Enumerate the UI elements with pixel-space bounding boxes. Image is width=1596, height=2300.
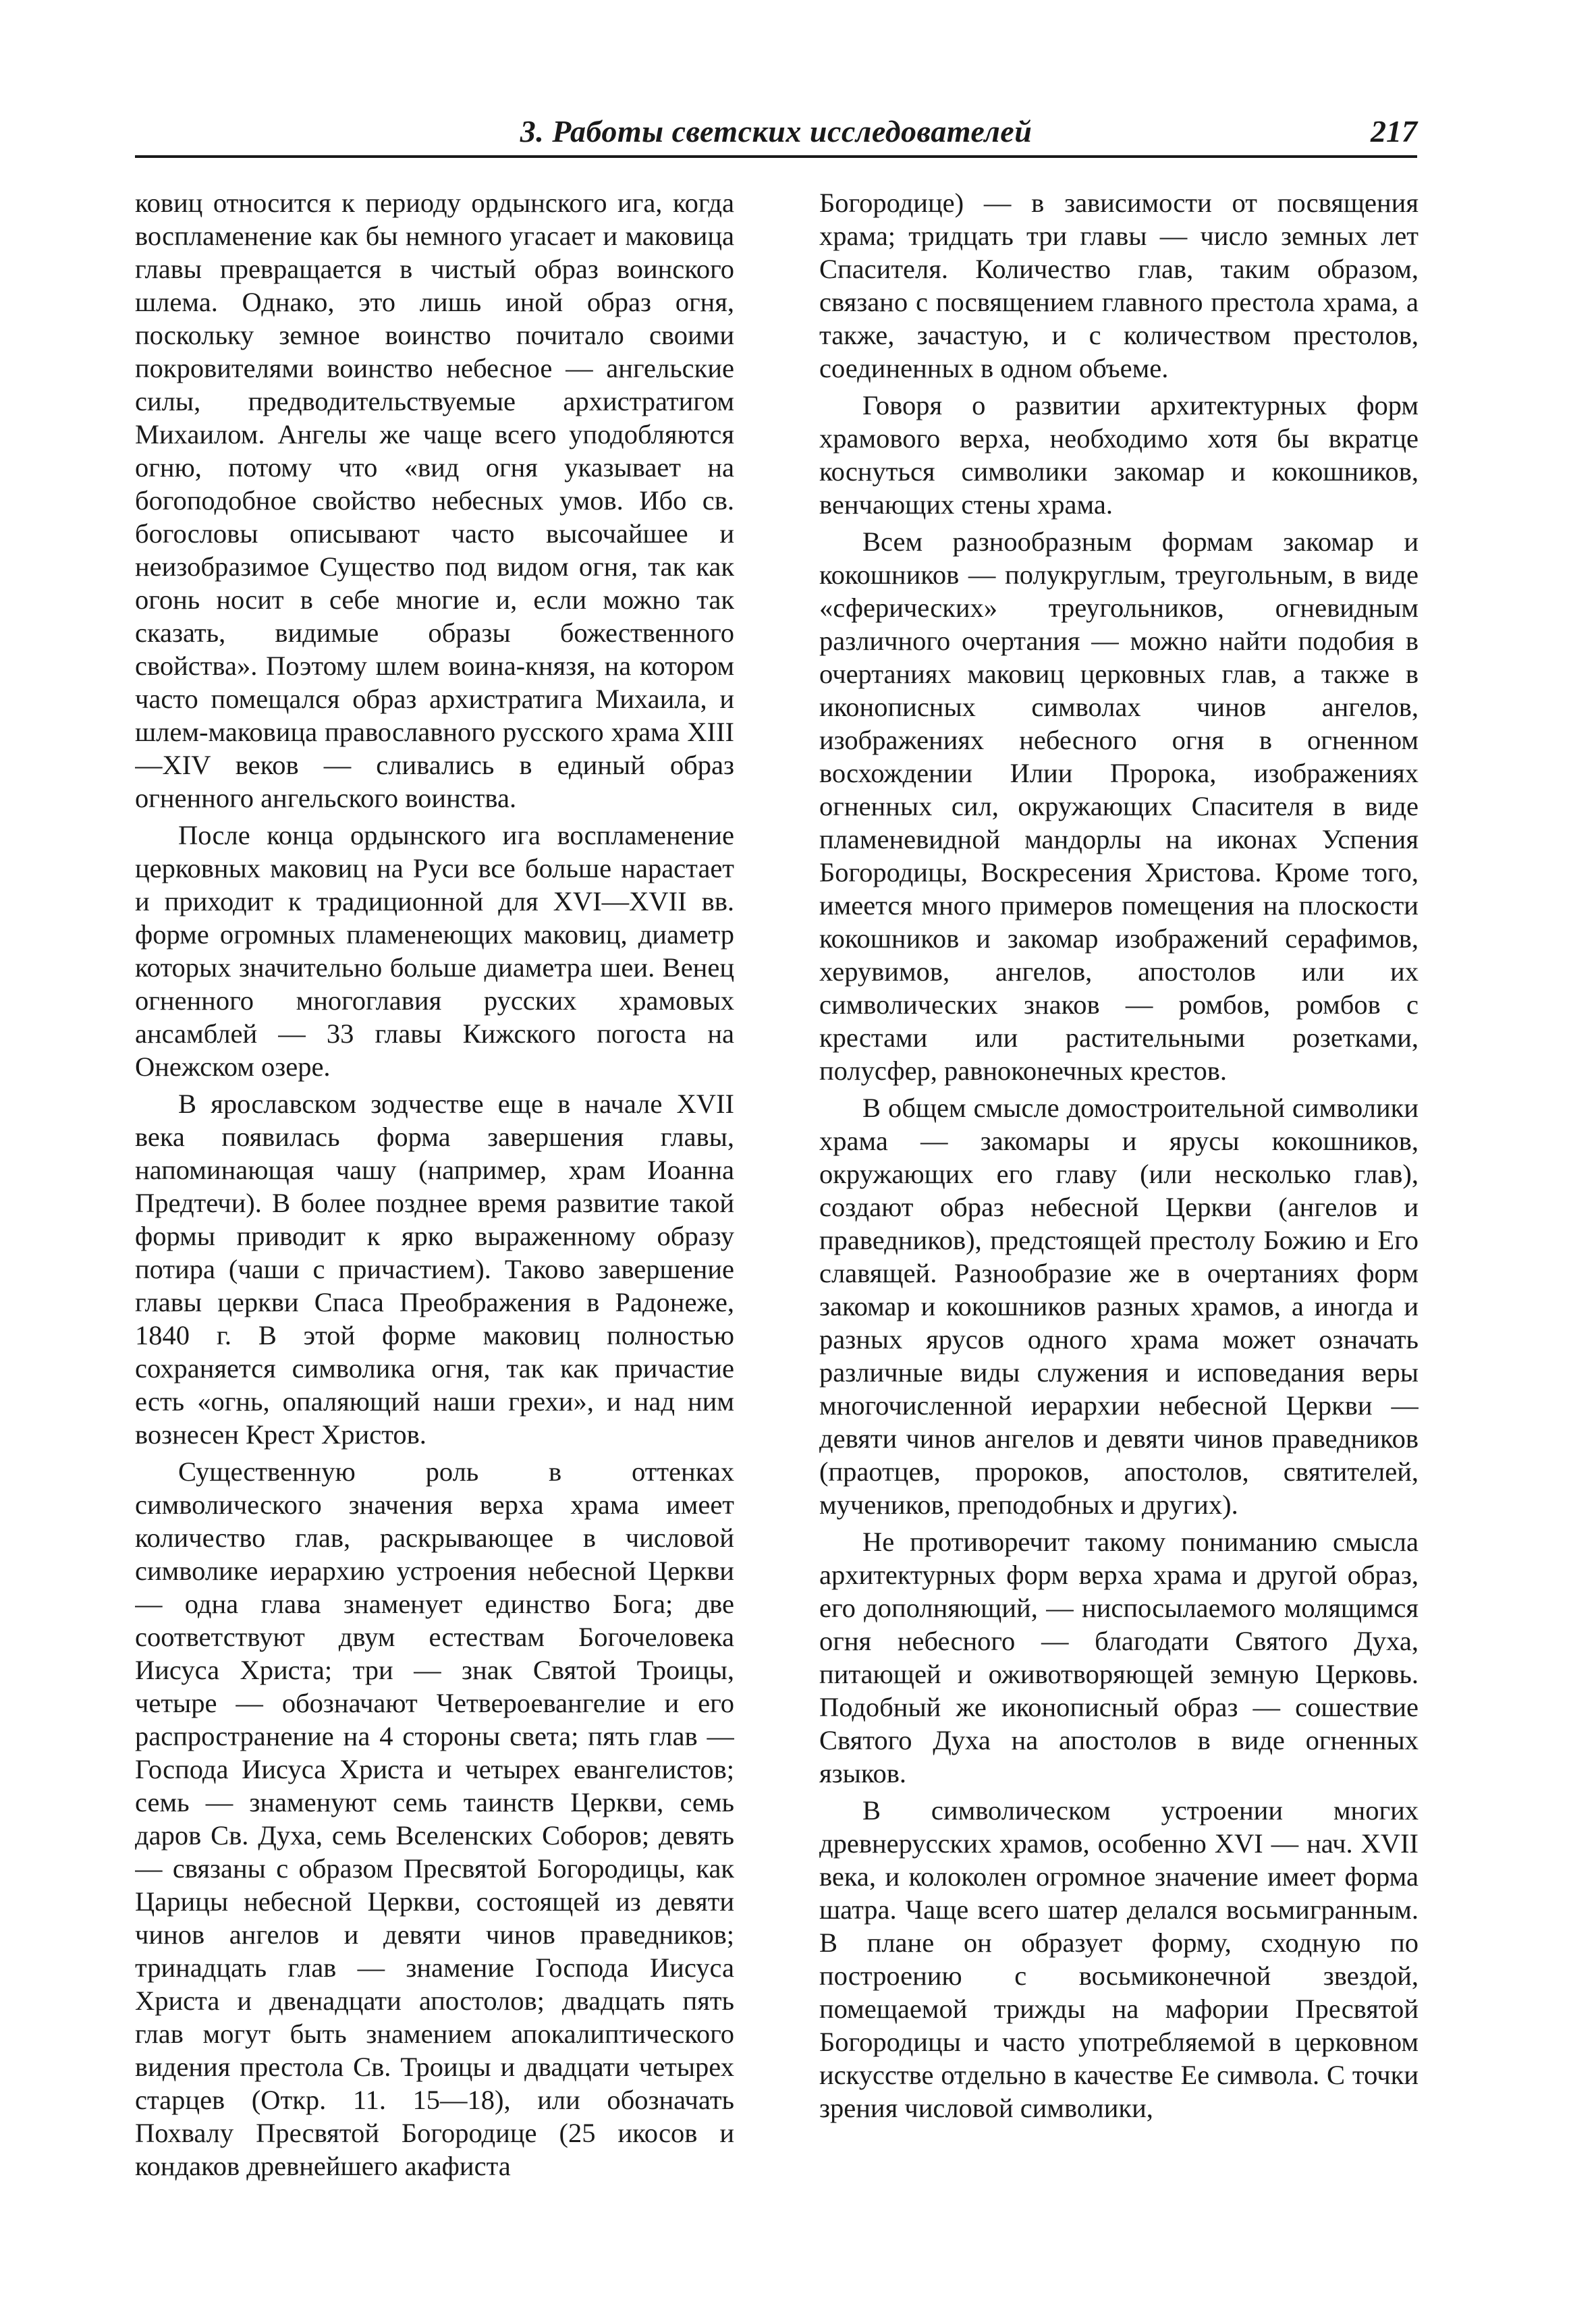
paragraph: В символическом устроении многих древнерусских храмов, особенно XVI — нач. XVII века, и колоколен огромное значение имеет форма шатра. Чаще всего шатер делался восьмигранным. В плане он образует форму, сходную по построению с восьмиконечной звездой, помещаемой трижды на мафории Пресвятой Богородицы и часто употребляемой в церковном искусстве отдельно в качестве Ее символа. С точки зрения числовой символики,	[819, 1795, 1419, 2123]
left-column	[135, 186, 734, 2231]
paragraph: В ярославском зодчестве еще в начале XVII века появилась форма завершения главы, напоминающая чашу (например, храм Иоанна Предтечи). В более позднее время развитие такой формы приводит к ярко выраженному образу потира (чаши с причастием). Таково завершение главы церкви Спаса Преображения в Радонеже, 1840 г. В этой форме маковиц полностью сохраняется символика огня, так как причастие есть «огнь, опаляющий наши грехи», и над ним вознесен Крест Христов.	[135, 1089, 734, 1450]
right-column	[819, 186, 1419, 2231]
paragraph: После конца ордынского ига воспламенение церковных маковиц на Руси все больше нарастает и приходит к традиционной для XVI—XVII вв. форме огромных пламенеющих маковиц, диаметр которых значительно больше диаметра шеи. Венец огненного многоглавия русских храмовых ансамблей — 33 главы Кижского погоста на Онежском озере.	[135, 820, 734, 1082]
paragraph: Всем разнообразным формам закомар и кокошников — полукруглым, треугольным, в виде «сферических» треугольников, огневидным различного очертания — можно найти подобия в очертаниях маковиц церковных глав, а также в иконописных символах чинов ангелов, изображениях небесного огня в огненном восхождении Илии Пророка, изображениях огненных сил, окружающих Спасителя в виде пламеневидной мандорлы на иконах Успения Богородицы, Воскресения Христова. Кроме того, имеется много примеров помещения на плоскости кокошников и закомар изображений серафимов, херувимов, ангелов, апостолов или их символических знаков — ромбов, ромбов с крестами или растительными розетками, полусфер, равноконечных крестов.	[819, 526, 1419, 1086]
paragraph: Не противоречит такому пониманию смысла архитектурных форм верха храма и другой образ, его дополняющий, — ниспосылаемого молящимся огня небесного — благодати Святого Духа, питающей и оживотворяющей земную Церковь. Подобный же иконописный образ — сошествие Святого Духа на апостолов в виде огненных языков.	[819, 1527, 1419, 1788]
page-number: 217	[1371, 114, 1417, 148]
running-head	[135, 101, 1417, 158]
section-title: 3. Работы светских исследователей	[520, 114, 1033, 148]
paragraph: Богородице) — в зависимости от посвящения храма; тридцать три главы — число земных лет Спасителя. Количество глав, таким образом, связано с посвящением главного престола храма, а также, зачастую, и с количеством престолов, соединенных в одном объеме.	[819, 188, 1419, 383]
paragraph: Говоря о развитии архитектурных форм храмового верха, необходимо хотя бы вкратце коснуться символики закомар и кокошников, венчающих стены храма.	[819, 390, 1419, 520]
paragraph: ковиц относится к периоду ордынского ига, когда воспламенение как бы немного угасает и маковица главы превращается в чистый образ воинского шлема. Однако, это лишь иной образ огня, поскольку земное воинство почитало своими покровителями воинство небесное — ангельские силы, предводительствуемые архистратигом Михаилом. Ангелы же чаще всего уподобляются огню, потому что «вид огня указывает на богоподобное свойство небесных умов. Ибо св. богословы описывают часто высочайшее и неизобразимое Существо под видом огня, так как огонь носит в себе многие и, если можно так сказать, видимые образы божественного свойства». Поэтому шлем воина-князя, на котором часто помещался образ архистратига Михаила, и шлем-маковица православного русского храма XIII—XIV веков — сливались в единый образ огненного ангельского воинства.	[135, 188, 734, 813]
paragraph: В общем смысле домостроительной символики храма — закомары и ярусы кокошников, окружающих его главу (или несколько глав), создают образ небесной Церкви (ангелов и праведников), предстоящей престолу Божию и Его славящей. Разнообразие же в очертаниях форм закомар и кокошников разных храмов, а иногда и разных ярусов одного храма может означать различные виды служения и исповедания веры многочисленной иерархии небесной Церкви — девяти чинов ангелов и девяти чинов праведников (праотцев, пророков, апостолов, святителей, мучеников, преподобных и других).	[819, 1093, 1419, 1520]
paragraph: Существенную роль в оттенках символического значения верха храма имеет количество глав, раскрывающее в числовой символике иерархию устроения небесной Церкви — одна глава знаменует единство Бога; две соответствуют двум естествам Богочеловека Иисуса Христа; три — знак Святой Троицы, четыре — обозначают Четвероевангелие и его распространение на 4 стороны света; пять глав — Господа Иисуса Христа и четырех евангелистов; семь — знаменуют семь таинств Церкви, семь даров Св. Духа, семь Вселенских Соборов; девять — связаны с образом Пресвятой Богородицы, как Царицы небесной Церкви, состоящей из девяти чинов ангелов и девяти чинов праведников; тринадцать глав — знамение Господа Иисуса Христа и двенадцати апостолов; двадцать пять глав могут быть знамением апокалиптического видения престола Св. Троицы и двадцати четырех старцев (Откр. 11. 15—18), или обозначать Похвалу Пресвятой Богородице (25 икосов и кондаков древнейшего акафиста	[135, 1456, 734, 2181]
